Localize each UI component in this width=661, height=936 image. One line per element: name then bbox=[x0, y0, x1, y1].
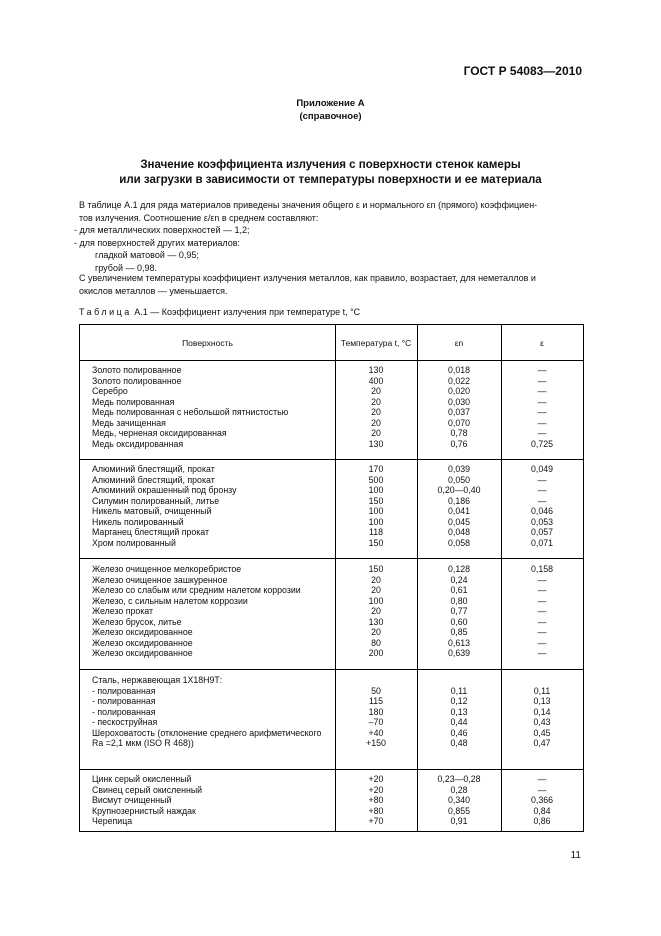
cell-temperature: 20 bbox=[371, 407, 381, 417]
table-row bbox=[80, 606, 583, 617]
cell-surface: Железо оксидированное bbox=[92, 637, 193, 648]
cell-surface: Золото полированное bbox=[92, 375, 182, 386]
table-row bbox=[80, 464, 583, 475]
cell-temperature: 100 bbox=[368, 516, 384, 527]
cell-normal-emissivity: 0,46 bbox=[450, 727, 468, 738]
page-number: 11 bbox=[570, 850, 581, 861]
table-row bbox=[80, 596, 583, 607]
cell-normal-emissivity: 0,048 bbox=[447, 527, 471, 537]
cell-temperature: 100 bbox=[368, 485, 384, 495]
appendix-label: Приложение А bbox=[296, 98, 365, 109]
cell-normal-emissivity: 0,340 bbox=[447, 795, 471, 805]
title-line-1: Значение коэффициента излучения с поверхности стенок камеры bbox=[140, 159, 521, 171]
cell-total-emissivity: — bbox=[537, 627, 547, 637]
table-row bbox=[80, 638, 583, 649]
cell-total-emissivity: — bbox=[537, 407, 547, 417]
cell-total-emissivity: 0,046 bbox=[530, 506, 554, 516]
cell-total-emissivity: 0,84 bbox=[533, 805, 551, 816]
cell-temperature: 400 bbox=[368, 375, 384, 386]
caption-text: А.1 — Коэффициент излучения при температуре t, °С bbox=[131, 307, 361, 317]
cell-surface: Крупнозернистый наждак bbox=[92, 805, 196, 816]
cell-temperature: +80 bbox=[368, 805, 384, 816]
cell-surface: - полированная bbox=[92, 706, 156, 717]
cell-surface: Ra =2,1 мкм (ISO R 468)) bbox=[92, 738, 194, 748]
cell-total-emissivity: 0,14 bbox=[533, 706, 551, 717]
cell-surface: Сталь, нержавеющая 1Х18Н9Т: bbox=[92, 675, 223, 685]
table-row bbox=[80, 717, 583, 728]
cell-surface: Силумин полированный, литье bbox=[92, 495, 220, 506]
cell-normal-emissivity: 0,80 bbox=[450, 595, 468, 606]
table-group bbox=[80, 464, 583, 548]
cell-surface: Железо брусок, литье bbox=[92, 616, 182, 627]
cell-surface: - полированная bbox=[92, 685, 156, 696]
cell-surface: Железо со слабым или средним налетом коррозии bbox=[92, 585, 301, 595]
cell-normal-emissivity: 0,128 bbox=[447, 564, 471, 574]
cell-normal-emissivity: 0,186 bbox=[447, 495, 471, 506]
table-row bbox=[80, 365, 583, 376]
group-divider bbox=[80, 459, 583, 460]
cell-normal-emissivity: 0,44 bbox=[450, 717, 468, 727]
cell-surface: Марганец блестящий прокат bbox=[92, 527, 210, 537]
cell-surface: Цинк серый окисленный bbox=[92, 774, 192, 784]
intro-line-2: тов излучения. Соотношение ε/εn в среднем составляют: bbox=[79, 212, 319, 223]
cell-normal-emissivity: 0,041 bbox=[447, 506, 471, 516]
cell-temperature: 130 bbox=[368, 438, 384, 449]
header-divider bbox=[80, 360, 583, 361]
cell-temperature: 20 bbox=[371, 396, 381, 407]
cell-temperature: 118 bbox=[368, 527, 384, 537]
cell-surface: Медь полированная с небольшой пятнистостью bbox=[92, 407, 289, 417]
cell-surface: Висмут очищенный bbox=[92, 795, 172, 805]
cell-temperature: 20 bbox=[371, 428, 381, 438]
title-line-2: или загрузки в зависимости от температуры поверхности и ее материала bbox=[119, 174, 542, 186]
second-paragraph bbox=[79, 272, 584, 297]
cell-temperature: 100 bbox=[368, 595, 384, 606]
header-normal-emissivity: εn bbox=[454, 337, 464, 348]
cell-normal-emissivity: 0,20—0,40 bbox=[437, 485, 481, 495]
table-row bbox=[80, 418, 583, 429]
table-group bbox=[80, 564, 583, 659]
cell-surface: Хром полированный bbox=[92, 537, 176, 548]
cell-total-emissivity: — bbox=[537, 375, 547, 386]
cell-normal-emissivity: 0,48 bbox=[450, 738, 468, 748]
cell-total-emissivity: 0,049 bbox=[530, 464, 554, 474]
cell-total-emissivity: — bbox=[537, 574, 547, 585]
group-divider bbox=[80, 558, 583, 559]
cell-temperature: 115 bbox=[368, 696, 384, 706]
header-temperature: Температура t, °С bbox=[340, 337, 412, 348]
cell-normal-emissivity: 0,020 bbox=[447, 386, 471, 396]
cell-temperature: 20 bbox=[371, 574, 381, 585]
cell-temperature: 20 bbox=[371, 417, 381, 428]
cell-normal-emissivity: 0,76 bbox=[450, 438, 468, 449]
cell-total-emissivity: 0,43 bbox=[533, 717, 551, 727]
cell-temperature: +20 bbox=[368, 774, 384, 784]
cell-total-emissivity: — bbox=[537, 774, 547, 784]
cell-normal-emissivity: 0,77 bbox=[450, 606, 468, 616]
table-row bbox=[80, 538, 583, 549]
table-caption bbox=[79, 307, 360, 317]
table-row bbox=[80, 686, 583, 697]
cell-normal-emissivity: 0,058 bbox=[447, 537, 471, 548]
cell-total-emissivity: — bbox=[537, 417, 547, 428]
cell-total-emissivity: 0,11 bbox=[533, 685, 551, 696]
table-row bbox=[80, 707, 583, 718]
cell-surface: Медь оксидированная bbox=[92, 438, 184, 449]
cell-normal-emissivity: 0,613 bbox=[447, 637, 471, 648]
cell-temperature: 100 bbox=[368, 506, 384, 516]
second-line-1: С увеличением температуры коэффициент излучения металлов, как правило, возрастает, для неметаллов и bbox=[79, 273, 536, 283]
table-group bbox=[80, 675, 583, 749]
cell-surface: Медь полированная bbox=[92, 396, 175, 407]
cell-surface: Никель полированный bbox=[92, 516, 184, 527]
cell-temperature: +70 bbox=[368, 816, 384, 826]
cell-surface: Железо очищенное мелкоребристое bbox=[92, 564, 242, 574]
table-row bbox=[80, 506, 583, 517]
table-row bbox=[80, 527, 583, 538]
table-group bbox=[80, 774, 583, 827]
table-row bbox=[80, 816, 583, 827]
cell-temperature: 80 bbox=[371, 637, 381, 648]
cell-total-emissivity: — bbox=[537, 396, 547, 407]
cell-total-emissivity: — bbox=[537, 595, 547, 606]
table-row bbox=[80, 386, 583, 397]
cell-total-emissivity: 0,725 bbox=[530, 438, 554, 449]
table-row bbox=[80, 795, 583, 806]
cell-total-emissivity: — bbox=[537, 616, 547, 627]
cell-normal-emissivity: 0,12 bbox=[450, 696, 468, 706]
cell-total-emissivity: — bbox=[537, 585, 547, 595]
table-row bbox=[80, 428, 583, 439]
list-item: - для металлических поверхностей — 1,2; bbox=[74, 225, 250, 235]
cell-temperature: –70 bbox=[368, 717, 384, 727]
cell-total-emissivity: — bbox=[537, 637, 547, 648]
table-row bbox=[80, 806, 583, 817]
cell-surface: - пескоструйная bbox=[92, 717, 158, 727]
cell-surface: Железо, с сильным налетом коррозии bbox=[92, 595, 248, 606]
cell-total-emissivity: 0,13 bbox=[533, 696, 551, 706]
group-divider bbox=[80, 669, 583, 670]
cell-temperature: +80 bbox=[368, 795, 384, 805]
table-row bbox=[80, 517, 583, 528]
cell-total-emissivity: — bbox=[537, 365, 547, 375]
cell-temperature: 20 bbox=[371, 606, 381, 616]
cell-normal-emissivity: 0,639 bbox=[447, 648, 471, 658]
cell-normal-emissivity: 0,022 bbox=[447, 375, 471, 386]
table-row bbox=[80, 439, 583, 450]
cell-temperature: 500 bbox=[368, 474, 384, 485]
cell-normal-emissivity: 0,61 bbox=[450, 585, 468, 595]
cell-total-emissivity: — bbox=[537, 606, 547, 616]
cell-temperature: +150 bbox=[366, 738, 386, 748]
cell-temperature: 130 bbox=[368, 365, 384, 375]
table-row bbox=[80, 774, 583, 785]
intro-line-1: В таблице А.1 для ряда материалов приведены значения общего ε и нормального εn (прямого) коэффициен- bbox=[79, 200, 538, 210]
cell-surface: Алюминий блестящий, прокат bbox=[92, 464, 215, 474]
cell-total-emissivity: 0,053 bbox=[530, 516, 554, 527]
table-row bbox=[80, 648, 583, 659]
cell-normal-emissivity: 0,039 bbox=[447, 464, 471, 474]
group-divider bbox=[80, 769, 583, 770]
cell-normal-emissivity: 0,28 bbox=[450, 784, 468, 795]
table-row bbox=[80, 496, 583, 507]
cell-normal-emissivity: 0,78 bbox=[450, 428, 468, 438]
table-row bbox=[80, 675, 583, 686]
cell-surface: Серебро bbox=[92, 386, 128, 396]
cell-total-emissivity: 0,057 bbox=[530, 527, 554, 537]
cell-surface: - полированная bbox=[92, 696, 156, 706]
cell-normal-emissivity: 0,045 bbox=[447, 516, 471, 527]
cell-normal-emissivity: 0,60 bbox=[450, 616, 468, 627]
cell-temperature: +40 bbox=[368, 727, 384, 738]
cell-temperature: 200 bbox=[368, 648, 384, 658]
cell-total-emissivity: 0,071 bbox=[530, 537, 554, 548]
standard-header: ГОСТ Р 54083—2010 bbox=[463, 64, 582, 78]
caption-prefix: Таблица bbox=[79, 307, 132, 317]
page-title bbox=[0, 158, 661, 188]
table-row bbox=[80, 585, 583, 596]
cell-normal-emissivity: 0,070 bbox=[447, 417, 471, 428]
list-item: гладкой матовой — 0,95; bbox=[95, 250, 199, 260]
cell-temperature: 150 bbox=[368, 495, 384, 506]
cell-temperature: 150 bbox=[368, 564, 384, 574]
cell-total-emissivity: — bbox=[537, 474, 547, 485]
table-row bbox=[80, 728, 583, 739]
table-row bbox=[80, 564, 583, 575]
intro-paragraph bbox=[79, 199, 584, 224]
cell-surface: Черепица bbox=[92, 816, 133, 826]
cell-surface: Никель матовый, очищенный bbox=[92, 506, 212, 516]
table-row bbox=[80, 407, 583, 418]
cell-temperature: 170 bbox=[368, 464, 384, 474]
cell-surface: Железо оксидированное bbox=[92, 648, 193, 658]
cell-total-emissivity: — bbox=[537, 784, 547, 795]
cell-temperature: 20 bbox=[371, 585, 381, 595]
cell-total-emissivity: — bbox=[537, 428, 547, 438]
header-total-emissivity: ε bbox=[540, 337, 544, 348]
cell-temperature: 20 bbox=[371, 627, 381, 637]
cell-total-emissivity: — bbox=[537, 495, 547, 506]
cell-temperature: 130 bbox=[368, 616, 384, 627]
cell-normal-emissivity: 0,23—0,28 bbox=[437, 774, 481, 784]
table-row bbox=[80, 575, 583, 586]
cell-normal-emissivity: 0,037 bbox=[447, 407, 471, 417]
emissivity-table bbox=[79, 324, 584, 832]
cell-temperature: 50 bbox=[371, 685, 381, 696]
cell-normal-emissivity: 0,050 bbox=[447, 474, 471, 485]
cell-total-emissivity: 0,86 bbox=[533, 816, 551, 826]
cell-surface: Свинец серый окисленный bbox=[92, 784, 203, 795]
table-row bbox=[80, 785, 583, 796]
list-item: грубой — 0,98. bbox=[95, 262, 157, 273]
cell-total-emissivity: — bbox=[537, 485, 547, 495]
cell-total-emissivity: 0,158 bbox=[530, 564, 554, 574]
cell-surface: Шероховатость (отклонение среднего арифметического bbox=[92, 727, 322, 738]
cell-surface: Золото полированное bbox=[92, 365, 182, 375]
cell-surface: Медь зачищенная bbox=[92, 417, 166, 428]
cell-surface: Медь, черненая оксидированная bbox=[92, 428, 227, 438]
cell-total-emissivity: 0,47 bbox=[533, 738, 551, 748]
table-row bbox=[80, 475, 583, 486]
table-row bbox=[80, 696, 583, 707]
cell-surface: Алюминий блестящий, прокат bbox=[92, 474, 215, 485]
table-row bbox=[80, 627, 583, 638]
table-row bbox=[80, 738, 583, 749]
cell-normal-emissivity: 0,13 bbox=[450, 706, 468, 717]
cell-surface: Железо прокат bbox=[92, 606, 154, 616]
cell-normal-emissivity: 0,855 bbox=[447, 805, 471, 816]
cell-normal-emissivity: 0,24 bbox=[450, 574, 468, 585]
cell-total-emissivity: — bbox=[537, 386, 547, 396]
cell-temperature: 20 bbox=[371, 386, 381, 396]
table-row bbox=[80, 397, 583, 408]
cell-normal-emissivity: 0,11 bbox=[450, 685, 468, 696]
table-row bbox=[80, 376, 583, 387]
appendix-heading bbox=[0, 97, 661, 123]
cell-normal-emissivity: 0,018 bbox=[447, 365, 471, 375]
cell-temperature: +20 bbox=[368, 784, 384, 795]
cell-surface: Железо очищенное зашкуренное bbox=[92, 574, 228, 585]
cell-total-emissivity: 0,366 bbox=[530, 795, 554, 805]
cell-normal-emissivity: 0,85 bbox=[450, 627, 468, 637]
table-row bbox=[80, 617, 583, 628]
appendix-kind: (справочное) bbox=[299, 111, 362, 122]
list-item: - для поверхностей других материалов: bbox=[74, 237, 241, 248]
header-surface: Поверхность bbox=[182, 337, 233, 348]
cell-surface: Алюминий окрашенный под бронзу bbox=[92, 485, 237, 495]
cell-surface: Железо оксидированное bbox=[92, 627, 193, 637]
table-row bbox=[80, 485, 583, 496]
table-group bbox=[80, 365, 583, 449]
cell-total-emissivity: — bbox=[537, 648, 547, 658]
second-line-2: окислов металлов — уменьшается. bbox=[79, 285, 228, 296]
cell-normal-emissivity: 0,91 bbox=[450, 816, 468, 826]
cell-total-emissivity: 0,45 bbox=[533, 727, 551, 738]
cell-temperature: 150 bbox=[368, 537, 384, 548]
cell-normal-emissivity: 0,030 bbox=[447, 396, 471, 407]
cell-temperature: 180 bbox=[368, 706, 384, 717]
